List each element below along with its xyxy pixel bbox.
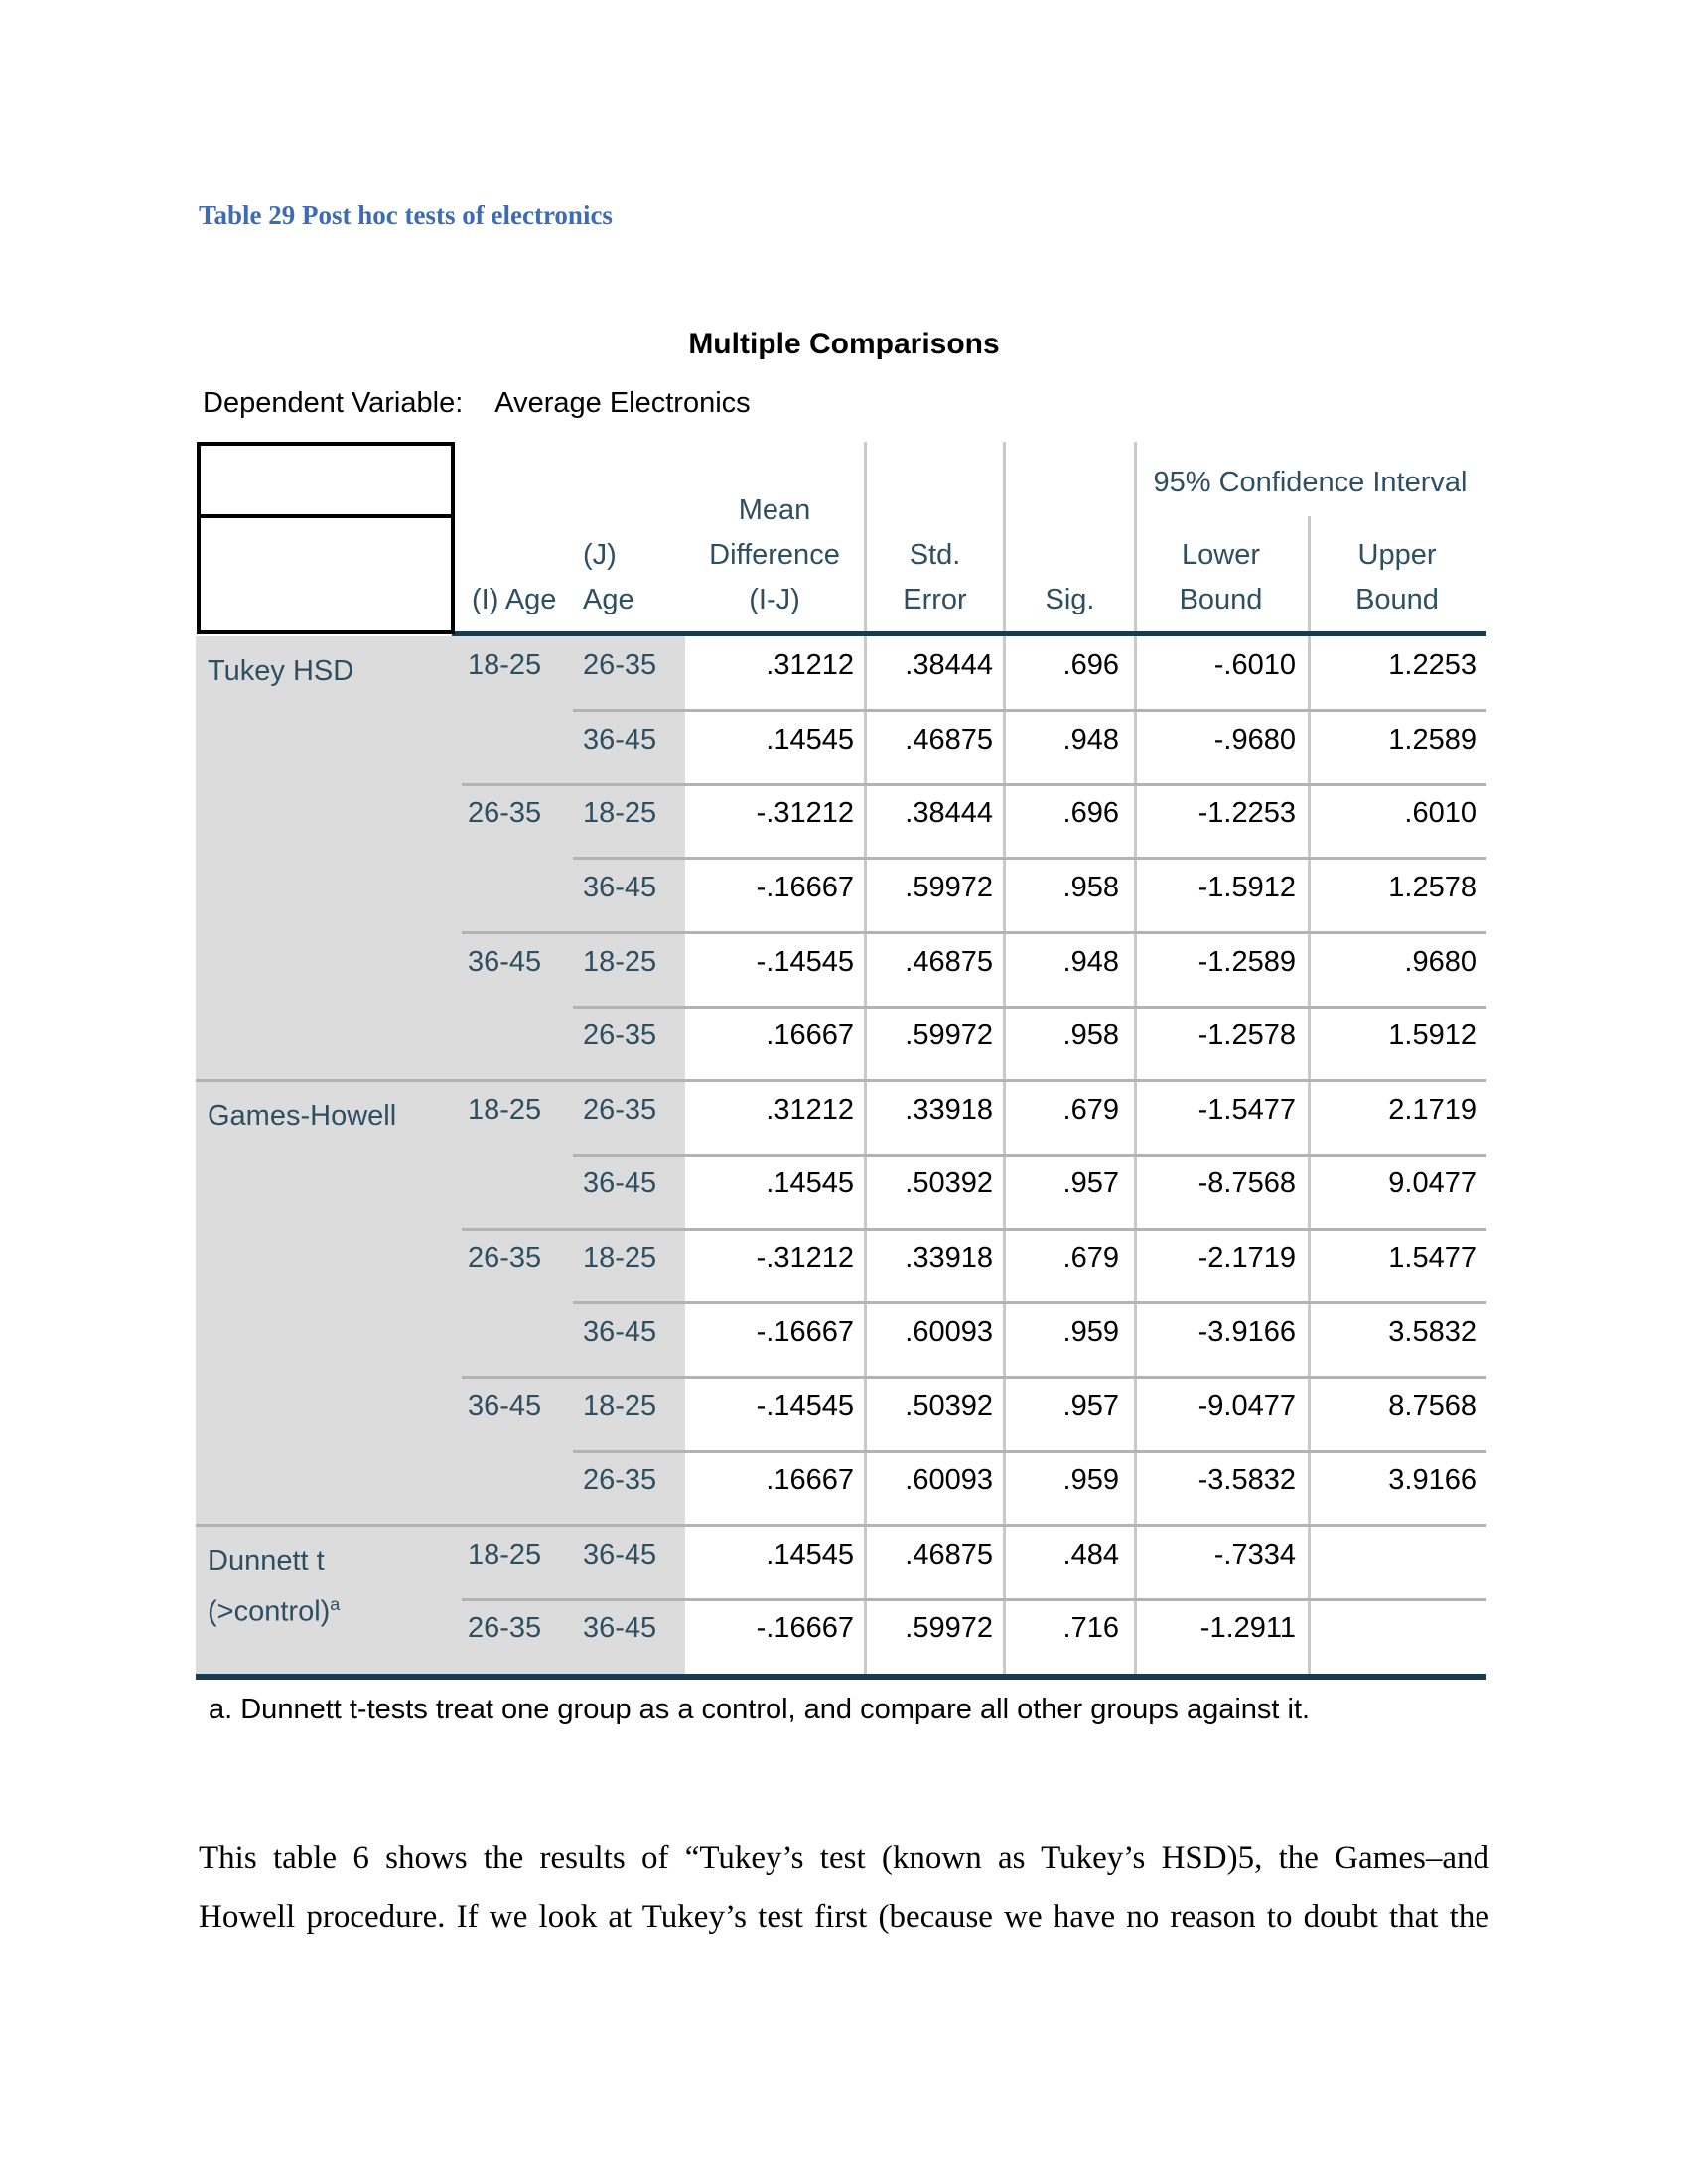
cell-mean-difference: -.16667 <box>756 1315 854 1348</box>
cell-mean-difference: -.14545 <box>756 945 854 978</box>
cell-j-age: 36-45 <box>583 723 657 755</box>
cell-std-error: .38444 <box>905 649 993 681</box>
cell-i-age: 26-35 <box>468 1612 542 1645</box>
cell-lower-bound: -.9680 <box>1213 723 1296 755</box>
row-separator <box>196 1079 1486 1082</box>
cell-j-age: 26-35 <box>583 1020 657 1052</box>
header-lower-line2: Bound <box>1179 584 1263 615</box>
row-separator <box>462 1228 1486 1231</box>
cell-mean-difference: -.16667 <box>756 871 854 903</box>
cell-j-age: 26-35 <box>583 1093 657 1126</box>
cell-lower-bound: -1.2253 <box>1197 797 1296 830</box>
row-separator <box>573 1154 1486 1157</box>
row-separator <box>196 1524 1486 1527</box>
cell-mean-difference: .16667 <box>766 1464 854 1497</box>
method-label: Games-Howell <box>208 1099 397 1132</box>
paragraph-line-1: This table 6 shows the results of “Tukey’s test (known as Tukey’s HSD)5, the Games–and <box>199 1841 1489 1876</box>
cell-j-age: 36-45 <box>583 871 657 903</box>
cell-sig: .948 <box>1062 945 1119 978</box>
cell-j-age: 18-25 <box>583 1242 657 1275</box>
header-std-line2: Error <box>903 584 967 615</box>
cell-std-error: .60093 <box>905 1464 993 1497</box>
header-confidence-interval: 95% Confidence Interval <box>1153 467 1468 498</box>
dependent-variable-label: Dependent Variable: <box>203 387 464 419</box>
annotation-box-top-cell <box>201 446 451 518</box>
cell-i-age: 26-35 <box>468 1242 542 1275</box>
cell-i-age: 36-45 <box>468 945 542 978</box>
header-lower-line1: Lower <box>1182 539 1260 571</box>
cell-i-age: 18-25 <box>468 649 542 681</box>
cell-sig: .484 <box>1062 1538 1119 1570</box>
cell-mean-difference: .16667 <box>766 1020 854 1052</box>
cell-lower-bound: -1.2589 <box>1197 945 1296 978</box>
cell-std-error: .59972 <box>905 1020 993 1052</box>
row-separator <box>462 783 1486 786</box>
header-underline <box>452 631 1486 636</box>
cell-mean-difference: .31212 <box>766 1093 854 1126</box>
table-bottom-border <box>196 1674 1486 1680</box>
cell-std-error: .38444 <box>905 797 993 830</box>
cell-upper-bound: 9.0477 <box>1388 1167 1477 1200</box>
cell-j-age: 36-45 <box>583 1612 657 1645</box>
cell-i-age: 18-25 <box>468 1093 542 1126</box>
method-label: Dunnett t (>control)$^a$ <box>208 1544 341 1628</box>
header-std-line1: Std. <box>909 539 961 571</box>
cell-j-age: 26-35 <box>583 649 657 681</box>
cell-lower-bound: -9.0477 <box>1197 1390 1296 1423</box>
cell-lower-bound: -.6010 <box>1213 649 1296 681</box>
cell-mean-difference: .14545 <box>766 723 854 755</box>
cell-upper-bound: 8.7568 <box>1388 1390 1477 1423</box>
cell-lower-bound: -1.5912 <box>1197 871 1296 903</box>
cell-std-error: .33918 <box>905 1093 993 1126</box>
header-mean-difference <box>685 488 864 622</box>
cell-sig: .958 <box>1062 871 1119 903</box>
header-j-line2: Age <box>583 584 634 615</box>
cell-mean-difference: .14545 <box>766 1167 854 1200</box>
paragraph-line-2: Howell procedure. If we look at Tukey’s test first (because we have no reason to doubt that the <box>199 1899 1489 1935</box>
dependent-variable-value: Average Electronics <box>494 387 751 419</box>
cell-j-age: 36-45 <box>583 1167 657 1200</box>
cell-j-age: 18-25 <box>583 797 657 830</box>
cell-std-error: .59972 <box>905 1612 993 1645</box>
cell-sig: .716 <box>1062 1612 1119 1645</box>
cell-mean-difference: -.16667 <box>756 1612 854 1645</box>
cell-lower-bound: -1.2911 <box>1199 1612 1296 1645</box>
cell-std-error: .59972 <box>905 871 993 903</box>
cell-i-age: 18-25 <box>468 1538 542 1570</box>
row-separator <box>462 931 1486 934</box>
cell-lower-bound: -8.7568 <box>1197 1167 1296 1200</box>
cell-sig: .679 <box>1062 1093 1119 1126</box>
cell-j-age: 18-25 <box>583 1390 657 1423</box>
cell-upper-bound: 2.1719 <box>1388 1093 1477 1126</box>
cell-lower-bound: -3.9166 <box>1197 1315 1296 1348</box>
cell-sig: .959 <box>1062 1315 1119 1348</box>
row-separator <box>573 1450 1486 1453</box>
cell-std-error: .33918 <box>905 1242 993 1275</box>
cell-std-error: .46875 <box>905 1538 993 1570</box>
row-separator <box>573 857 1486 860</box>
cell-sig: .957 <box>1062 1167 1119 1200</box>
table-title: Multiple Comparisons <box>688 328 1000 360</box>
cell-mean-difference: .31212 <box>766 649 854 681</box>
cell-sig: .679 <box>1062 1242 1119 1275</box>
cell-std-error: .50392 <box>905 1390 993 1423</box>
row-separator <box>462 1376 1486 1379</box>
cell-lower-bound: -.7334 <box>1213 1538 1296 1570</box>
cell-upper-bound: .9680 <box>1404 945 1477 978</box>
dependent-variable-line <box>203 387 751 420</box>
cell-upper-bound: 1.2253 <box>1388 649 1477 681</box>
cell-upper-bound: 3.5832 <box>1388 1315 1477 1348</box>
header-sig: Sig. <box>1045 584 1095 615</box>
cell-std-error: .50392 <box>905 1167 993 1200</box>
row-separator <box>462 1598 1486 1601</box>
cell-std-error: .60093 <box>905 1315 993 1348</box>
cell-upper-bound: 1.5477 <box>1388 1242 1477 1275</box>
cell-lower-bound: -1.2578 <box>1197 1020 1296 1052</box>
row-separator <box>573 1006 1486 1009</box>
table-footnote: a. Dunnett t-tests treat one group as a control, and compare all other groups against it. <box>209 1694 1311 1725</box>
header-mean-line2: Difference <box>709 539 840 571</box>
cell-lower-bound: -2.1719 <box>1197 1242 1296 1275</box>
table-caption: Table 29 Post hoc tests of electronics <box>199 201 613 230</box>
header-upper-line2: Bound <box>1355 584 1439 615</box>
cell-sig: .696 <box>1062 797 1119 830</box>
cell-upper-bound: 1.5912 <box>1388 1020 1477 1052</box>
row-separator <box>573 709 1486 712</box>
multiple-comparisons-table <box>196 442 1486 1680</box>
body-paragraph <box>199 1830 1489 1947</box>
cell-j-age: 36-45 <box>583 1315 657 1348</box>
cell-j-age: 18-25 <box>583 945 657 978</box>
cell-sig: .959 <box>1062 1464 1119 1497</box>
cell-std-error: .46875 <box>905 723 993 755</box>
cell-std-error: .46875 <box>905 945 993 978</box>
header-mean-line3: (I-J) <box>749 584 800 615</box>
header-upper-bound <box>1308 533 1486 622</box>
cell-sig: .948 <box>1062 723 1119 755</box>
cell-upper-bound: 1.2589 <box>1388 723 1477 755</box>
cell-lower-bound: -3.5832 <box>1197 1464 1296 1497</box>
method-label: Tukey HSD <box>208 655 354 687</box>
cell-sig: .958 <box>1062 1020 1119 1052</box>
cell-i-age: 26-35 <box>468 797 542 830</box>
header-upper-line1: Upper <box>1357 539 1437 571</box>
cell-mean-difference: -.14545 <box>756 1390 854 1423</box>
cell-mean-difference: -.31212 <box>756 797 854 830</box>
header-j-age <box>583 533 634 622</box>
cell-upper-bound: .6010 <box>1404 797 1477 830</box>
header-j-line1: (J) <box>583 539 617 571</box>
cell-upper-bound: 3.9166 <box>1388 1464 1477 1497</box>
cell-i-age: 36-45 <box>468 1390 542 1423</box>
cell-upper-bound: 1.2578 <box>1388 871 1477 903</box>
cell-sig: .957 <box>1062 1390 1119 1423</box>
header-mean-line1: Mean <box>738 494 811 526</box>
cell-j-age: 26-35 <box>583 1464 657 1497</box>
row-separator <box>573 1301 1486 1304</box>
header-lower-bound <box>1134 533 1308 622</box>
annotation-box <box>197 442 455 634</box>
cell-sig: .696 <box>1062 649 1119 681</box>
cell-mean-difference: .14545 <box>766 1538 854 1570</box>
cell-j-age: 36-45 <box>583 1538 657 1570</box>
header-std-error <box>867 533 1003 622</box>
header-i-age: (I) Age <box>472 584 557 615</box>
cell-lower-bound: -1.5477 <box>1197 1093 1296 1126</box>
cell-mean-difference: -.31212 <box>756 1242 854 1275</box>
